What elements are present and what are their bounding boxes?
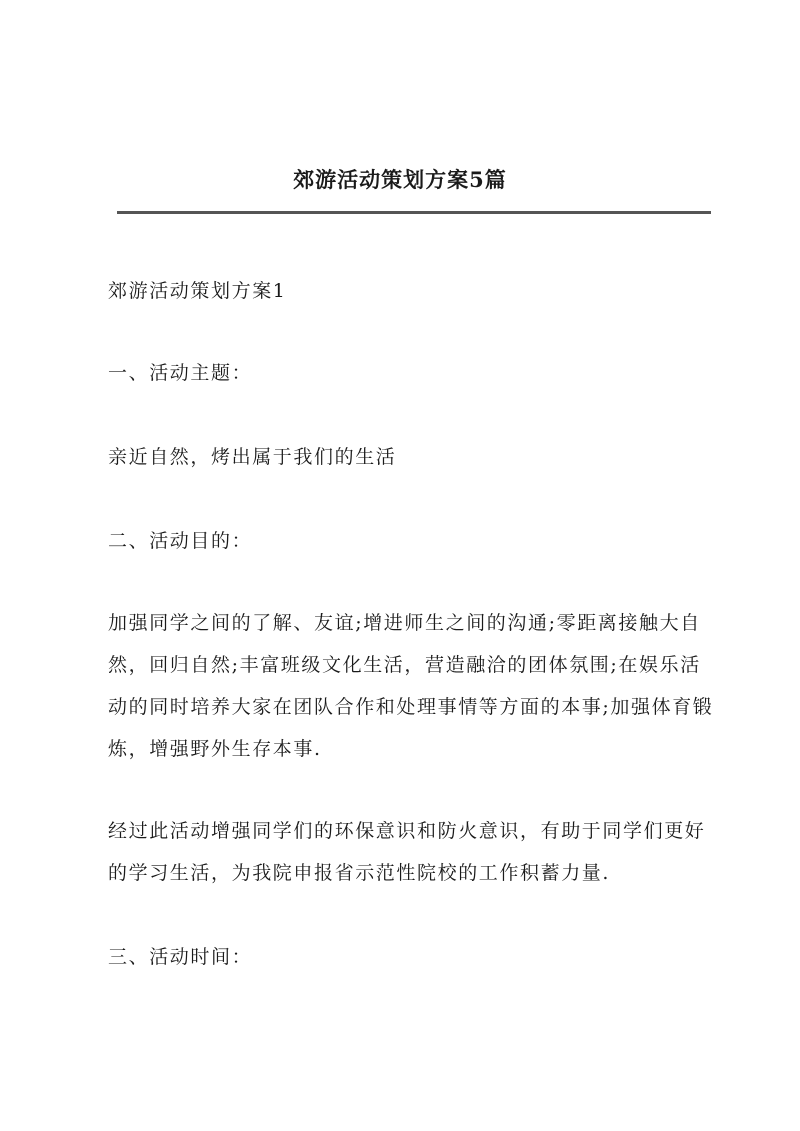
section-text-theme: 亲近自然，烤出属于我们的生活 (108, 446, 397, 468)
document-title: 郊游活动策划方案5篇 (293, 167, 507, 192)
section-heading-purpose: 二、活动目的： (108, 530, 253, 552)
purpose-paragraph-1: 加强同学之间的了解、友谊;增进师生之间的沟通;零距离接触大自然，回归自然;丰富班级文化生活，营造融洽的团体氛围;在娱乐活动的同时培养大家在团队合作和处理事情等方面的本事;加强体育锻炼，增强野外生存本事. (108, 612, 714, 760)
title-divider (117, 211, 711, 214)
section-heading-theme: 一、活动主题： (108, 362, 253, 384)
section-heading-time: 三、活动时间： (108, 946, 253, 968)
purpose-paragraph-2: 经过此活动增强同学们的环保意识和防火意识，有助于同学们更好的学习生活，为我院申报省示范性院校的工作积蓄力量. (108, 820, 706, 884)
plan-subtitle: 郊游活动策划方案1 (108, 280, 287, 302)
